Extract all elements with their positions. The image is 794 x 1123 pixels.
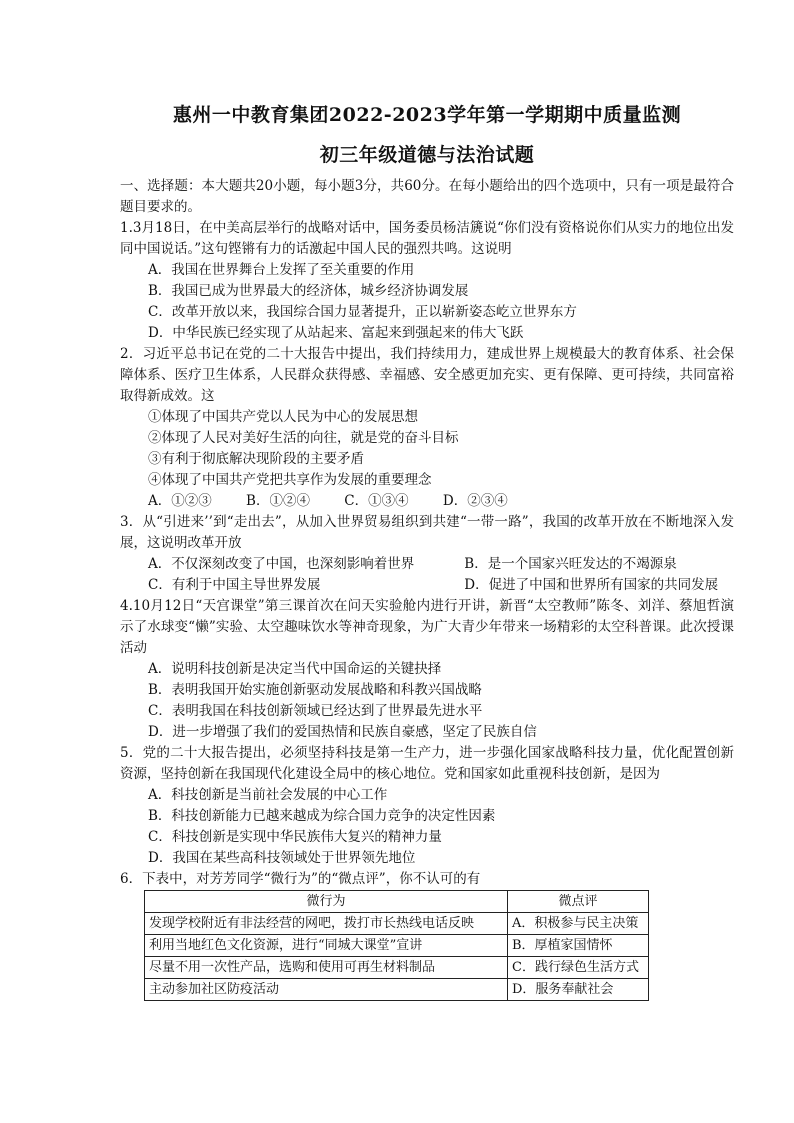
options-row (120, 575, 734, 596)
question-2 (120, 344, 734, 512)
option-c: C．表明我国在科技创新领域已经达到了世界最先进水平 (148, 703, 483, 719)
exam-subtitle: 初三年级道德与法治试题 (319, 144, 535, 166)
question-5 (120, 743, 734, 869)
table-row (145, 935, 649, 957)
question-stem: 2．习近平总书记在党的二十大报告中提出，我们持续用力，建成世界上规模最大的教育体系、社会保障体系、医疗卫生体系，人民群众获得感、幸福感、安全感更加充实、更有保障、更可持续，共同富裕取得新成效。这 (120, 346, 734, 404)
option-b: B．科技创新能力已越来越成为综合国力竞争的决定性因素 (148, 808, 496, 824)
table-header-row (145, 891, 649, 913)
option-c: C．科技创新是实现中华民族伟大复兴的精神力量 (148, 829, 442, 845)
table-cell: 主动参加社区防疫活动 (145, 979, 508, 1001)
question-stem: 5．党的二十大报告提出，必须坚持科技是第一生产力，进一步强化国家战略科技力量，优化配置创新资源，坚持创新在我国现代化建设全局中的核心地位。党和国家如此重视科技创新，是因为 (120, 745, 734, 782)
table-cell: 利用当地红色文化资源，进行“同城大课堂”宣讲 (145, 935, 508, 957)
behavior-comment-table (144, 890, 649, 1001)
table-cell: 尽量不用一次性产品，选购和使用可再生材料制品 (145, 957, 508, 979)
question-stem: 4.10月12日“天宫课堂”第三课首次在问天实验舱内进行开讲，新晋“太空教师”陈冬、刘洋、蔡旭哲演示了水球变“懒”实验、太空趣味饮水等神奇现象，为广大青少年带来一场精彩的太空科普课。此次授课活动 (120, 598, 734, 656)
table-row (145, 913, 649, 935)
statement-2: ②体现了人民对美好生活的向往，就是党的奋斗目标 (148, 430, 459, 446)
statement-3: ③有利于彻底解决现阶段的主要矛盾 (148, 451, 364, 467)
table-row (145, 979, 649, 1001)
options-row (120, 554, 734, 575)
question-stem: 3．从“引进来’’到“走出去”，从加入世界贸易组织到共建“一带一路”，我国的改革开放在不断地深入发展，这说明改革开放 (120, 514, 734, 551)
table-cell: B．厚植家国情怀 (508, 935, 649, 957)
section-intro: 一、选择题：本大题共20小题，每小题3分，共60分。在每小题给出的四个选项中，只有一项是最符合题目要求的。 (120, 178, 734, 215)
table-cell: C．践行绿色生活方式 (508, 957, 649, 979)
option-d: D．进一步增强了我们的爱国热情和民族自豪感，坚定了民族自信 (148, 724, 537, 740)
table-cell: 发现学校附近有非法经营的网吧，拨打市长热线电话反映 (145, 913, 508, 935)
option-b: B．①②④ (246, 493, 310, 509)
option-a: A．科技创新是当前社会发展的中心工作 (148, 787, 388, 803)
question-stem: 6．下表中，对芳芳同学“微行为”的“微点评”，你不认可的有 (120, 871, 481, 887)
option-c: C．有利于中国主导世界发展 (148, 577, 321, 593)
statement-4: ④体现了中国共产党把共享作为发展的重要理念 (148, 472, 432, 488)
option-c: C．①③④ (344, 493, 409, 509)
question-3 (120, 512, 734, 596)
option-a: A．不仅深刻改变了中国，也深刻影响着世界 (148, 556, 415, 572)
option-a: A．①②③ (148, 493, 212, 509)
option-a: A．我国在世界舞台上发挥了至关重要的作用 (148, 262, 415, 278)
table-row (145, 957, 649, 979)
option-b: B．是一个国家兴旺发达的不竭源泉 (464, 556, 677, 572)
option-c: C．改革开放以来，我国综合国力显著提升，正以崭新姿态屹立世界东方 (148, 304, 577, 320)
table-header: 微点评 (508, 891, 649, 913)
question-4 (120, 596, 734, 743)
option-d: D．我国在某些高科技领域处于世界领先地位 (148, 850, 416, 866)
option-b: B．我国已成为世界最大的经济体，城乡经济协调发展 (148, 283, 469, 299)
option-b: B．表明我国开始实施创新驱动发展战略和科教兴国战略 (148, 682, 482, 698)
question-6 (120, 869, 734, 1001)
options-row (120, 491, 734, 512)
option-d: D．②③④ (442, 493, 508, 509)
table-header: 微行为 (145, 891, 508, 913)
option-d: D．中华民族已经实现了从站起来、富起来到强起来的伟大飞跃 (148, 325, 524, 341)
question-1 (120, 218, 734, 344)
option-d: D．促进了中国和世界所有国家的共同发展 (464, 577, 719, 593)
statement-1: ①体现了中国共产党以人民为中心的发展思想 (148, 409, 418, 425)
option-a: A．说明科技创新是决定当代中国命运的关键抉择 (148, 661, 442, 677)
table-cell: D．服务奉献社会 (508, 979, 649, 1001)
exam-title: 惠州一中教育集团2022-2023学年第一学期期中质量监测 (172, 104, 682, 126)
question-stem: 1.3月18日，在中美高层举行的战略对话中，国务委员杨洁篪说“你们没有资格说你们从实力的地位出发同中国说话。”这句铿锵有力的话激起中国人民的强烈共鸣。这说明 (120, 220, 734, 257)
table-cell: A．积极参与民主决策 (508, 913, 649, 935)
